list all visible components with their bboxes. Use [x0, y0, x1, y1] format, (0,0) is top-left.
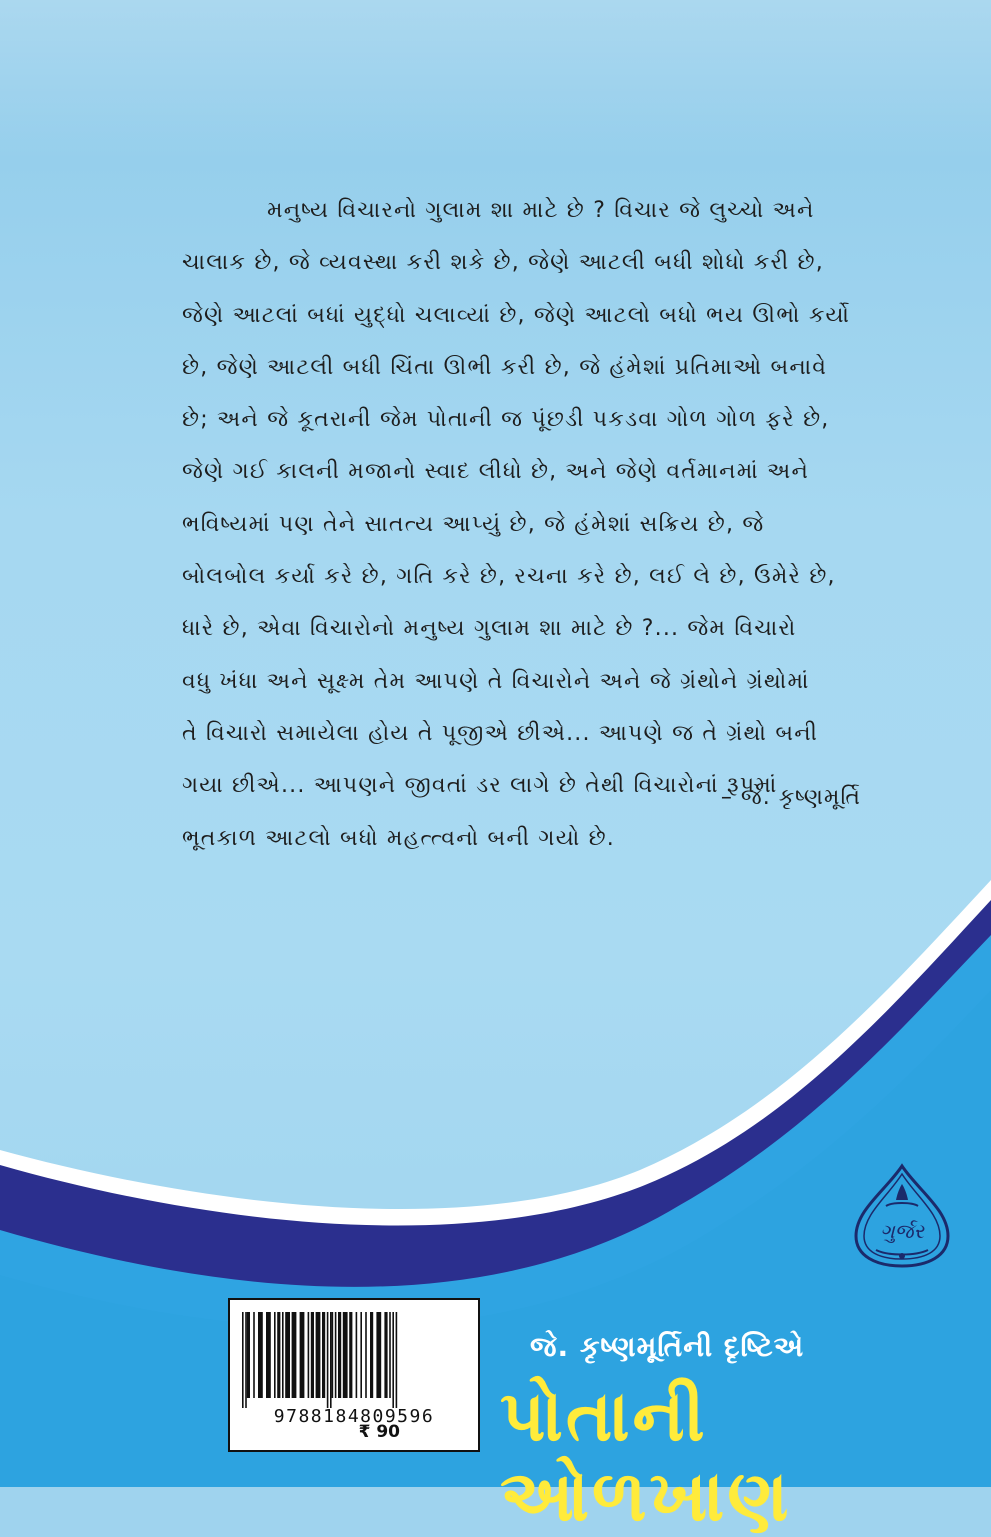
barcode-bar [316, 1312, 321, 1398]
passage-line: ગયા છીએ... આપણને જીવતાં ડર લાગે છે તેથી વિચારોનાં રૂપમાં [182, 773, 778, 799]
barcode-bar [327, 1312, 329, 1408]
barcode-bar [242, 1312, 244, 1408]
barcode-bar [332, 1312, 334, 1398]
passage-line: બોલબોલ કર્યા કરે છે, ગતિ કરે છે, રચના કરે છે, લઈ લે છે, ઉમેરે છે, [182, 564, 836, 590]
passage-line: મનુષ્ય વિચારનો ગુલામ શા માટે છે ? વિચાર જે લુચ્ચો અને [267, 198, 815, 223]
barcode-bars [240, 1312, 466, 1408]
passage-line: જેણે ગઈ કાલની મજાનો સ્વાદ લીધો છે, અને જેણે વર્તમાનમાં અને [182, 459, 810, 485]
passage-line: ધારે છે, એવા વિચારોનો મનુષ્ય ગુલામ શા માટે છે ?... જેમ વિચારો [182, 616, 797, 642]
barcode-bar [356, 1312, 358, 1398]
barcode-bar [266, 1312, 271, 1398]
barcode-bar [253, 1312, 255, 1398]
back-cover-passage [182, 185, 862, 865]
barcode-bar [338, 1312, 341, 1398]
barcode-bar [322, 1312, 325, 1398]
barcode-bar [330, 1312, 332, 1408]
barcode-bar [311, 1312, 314, 1398]
barcode-bar [365, 1312, 367, 1398]
barcode-bar [392, 1312, 394, 1408]
barcode-bar [277, 1312, 280, 1398]
passage-line: જેણે આટલાં બધાં યુદ્ધો ચલાવ્યાં છે, જેણે આટલો બધો ભય ઊભો કર્યો [182, 302, 851, 328]
barcode-bar [300, 1312, 305, 1398]
author-attribution: – જે. કૃષ્ણમૂર્તિ [720, 785, 861, 810]
passage-line: તે વિચારો સમાયેલા હોય તે પૂજીએ છીએ... આપણે જ તે ગ્રંથો બની [182, 720, 819, 746]
passage-line: છે; અને જે કૂતરાની જેમ પોતાની જ પૂંછડી પકડવા ગોળ ગોળ ફરે છે, [182, 407, 830, 433]
passage-line: ચાલાક છે, જે વ્યવસ્થા કરી શકે છે, જેણે આટલી બધી શોધો કરી છે, [182, 250, 824, 276]
barcode-bar [349, 1312, 352, 1398]
barcode-bar [258, 1312, 263, 1398]
barcode-bar [292, 1312, 297, 1398]
barcode-bar [282, 1312, 284, 1398]
book-title: પોતાની ઓળખાણ [500, 1375, 792, 1537]
passage-line: ભૂતકાળ આટલો બધો મહત્ત્વનો બની ગયો છે. [182, 825, 616, 851]
barcode-bar [308, 1312, 310, 1398]
barcode-bar [370, 1312, 373, 1398]
barcode-bar [247, 1312, 250, 1398]
barcode-bar [274, 1312, 276, 1398]
barcode-bar [343, 1312, 348, 1398]
book-subtitle: જે. કૃષ્ણમૂર્તિની દૃષ્ટિએ [530, 1330, 805, 1363]
passage-line: છે, જેણે આટલી બધી ચિંતા ઊભી કરી છે, જે હંમેશાં પ્રતિમાઓ બનાવે [182, 354, 828, 380]
barcode-label [228, 1298, 480, 1452]
isbn-number: 9788184809596 [273, 1406, 435, 1427]
logo-text: ગુર્જર [880, 1219, 924, 1243]
barcode-bar [335, 1312, 337, 1398]
gurjar-publisher-emblem-icon [848, 1160, 956, 1270]
passage-line: ભવિષ્યમાં પણ તેને સાતત્ય આપ્યું છે, જે હંમેશાં સક્રિય છે, જે [182, 511, 765, 537]
price-label: ₹ 90 [358, 1422, 400, 1442]
barcode-bar [389, 1312, 391, 1398]
barcode-bar [245, 1312, 247, 1408]
barcode-bar [285, 1312, 290, 1398]
passage-line: વધુ ખંધા અને સૂક્ષ્મ તેમ આપણે તે વિચારોને અને જે ગ્રંથોને ગ્રંથોમાં [182, 668, 810, 694]
barcode-bar [376, 1312, 381, 1398]
barcode-bar [384, 1312, 387, 1398]
barcode-bar [360, 1312, 362, 1398]
barcode-bar [396, 1312, 398, 1408]
